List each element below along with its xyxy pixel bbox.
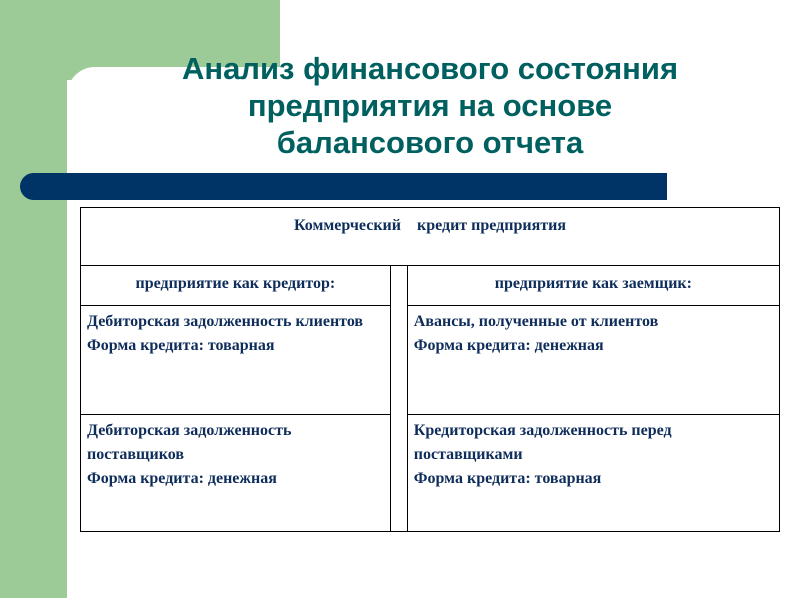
title-banner-bar xyxy=(20,173,667,200)
cell-borrower-1 xyxy=(407,306,779,415)
slide-title xyxy=(130,50,730,161)
column-header-borrower: предприятие как заемщик: xyxy=(407,266,779,306)
cell-text: Авансы, полученные от клиентов xyxy=(413,313,659,330)
green-decoration-left xyxy=(0,0,67,598)
cell-credit-form: Форма кредита: товарная xyxy=(413,470,602,487)
cell-text: Дебиторская задолженность клиентов xyxy=(87,313,364,330)
title-line-2: предприятия на основе xyxy=(247,88,613,123)
cell-borrower-2 xyxy=(407,415,779,532)
column-gap xyxy=(390,266,407,532)
credit-table xyxy=(80,207,780,532)
table-row xyxy=(81,415,780,532)
cell-creditor-1 xyxy=(81,306,391,415)
title-line-3: балансового отчета xyxy=(276,125,584,160)
cell-credit-form: Форма кредита: товарная xyxy=(87,337,275,354)
table-header xyxy=(81,208,780,266)
column-header-creditor: предприятие как кредитор: xyxy=(81,266,391,306)
table-row xyxy=(81,306,780,415)
cell-creditor-2 xyxy=(81,415,391,532)
table-header-text: Коммерческий кредит предприятия xyxy=(294,217,566,234)
title-line-1: Анализ финансового состояния xyxy=(181,51,679,86)
cell-credit-form: Форма кредита: денежная xyxy=(413,337,604,354)
cell-text: Кредиторская задолженность перед поставщиками xyxy=(413,422,672,463)
cell-credit-form: Форма кредита: денежная xyxy=(87,470,277,487)
cell-text: Дебиторская задолженность поставщиков xyxy=(87,422,292,463)
